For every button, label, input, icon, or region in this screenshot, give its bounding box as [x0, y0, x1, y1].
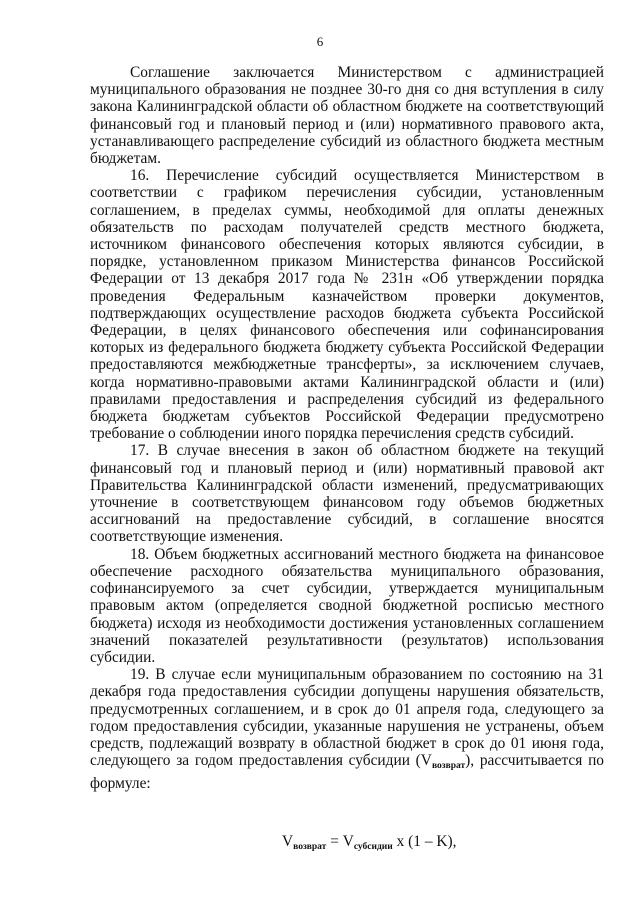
formula-equals: = V — [326, 832, 354, 850]
page-number: 6 — [316, 34, 324, 49]
formula-rest: x (1 – K), — [392, 832, 457, 850]
paragraph-18: 18. Объем бюджетных ассигнований местного бюджета на финансовое обеспечение расходного обязательства муниципального образования, софинансируемого за счет субсидии, утверждается муниципальным правовым актом (определяется сводной бюджетной росписью местного бюджета) исходя из необходимости достижения установленных соглашением значений показателей результативности (результатов) использования субсидии. — [90, 545, 604, 666]
paragraph-agreement: Соглашение заключается Министерством с администрацией муниципального образования не позднее 30-го дня со дня вступления в силу закона Калининградской области об областном бюджете на соответствующий финансовый год и плановый период и (или) нормативного правового акта, устанавливающего распределение субсидий из областного бюджета местным бюджетам. — [90, 64, 604, 168]
paragraph-19 — [90, 666, 604, 792]
paragraph-19-tail: ), рассчитывается по формуле: — [90, 752, 604, 793]
formula-rhs-subscript: субсидии — [353, 841, 393, 852]
return-formula — [90, 833, 604, 856]
formula-lhs: V — [282, 832, 294, 850]
paragraph-17: 17. В случае внесения в закон об областном бюджете на текущий финансовый год и плановый период и (или) нормативный правовой акт Правительства Калининградской области изменений, предусматривающих уточнение в соответствующем финансовом году объемов бюджетных ассигнований на предоставление субсидий, в соглашение вносятся соответствующие изменения. — [90, 442, 604, 546]
paragraph-19-subscript: возврат — [431, 761, 466, 772]
paragraph-19-text: 19. В случае если муниципальным образованием по состоянию на 31 декабря года предоставления субсидии допущены нарушения обязательств, предусмотренных соглашением, и в срок до 01 апреля года, следующего за годом предоставления субсидии, указанные нарушения не устранены, объем средств, подлежащий возврату в областной бюджет в срок до 01 июня года, следующего за годом предоставления субсидии (V — [90, 666, 604, 770]
paragraph-16: 16. Перечисление субсидий осуществляется Министерством в соответствии с графиком перечисления субсидии, установленным соглашением, в пределах суммы, необходимой для оплаты денежных обязательств по расходам получателей средств местного бюджета, источником финансового обеспечения которых являются субсидии, в порядке, установленном приказом Министерства финансов Российской Федерации от 13 декабря 2017 года № 231н «Об утверждении порядка проведения Федеральным казначейством проверки документов, подтверждающих осуществление расходов бюджета субъекта Российской Федерации, в целях финансового обеспечения или софинансирования которых из федерального бюджета бюджету субъекта Российской Федерации предоставляются межбюджетные трансферты», за исключением случаев, когда нормативно-правовыми актами Калининградской области и (или) правилами предоставления и распределения субсидий из федерального бюджета бюджетам субъектов Российской Федерации предусмотрено требование о соблюдении иного порядка перечисления средств субсидий. — [90, 167, 604, 443]
formula-lhs-subscript: возврат — [293, 841, 327, 852]
